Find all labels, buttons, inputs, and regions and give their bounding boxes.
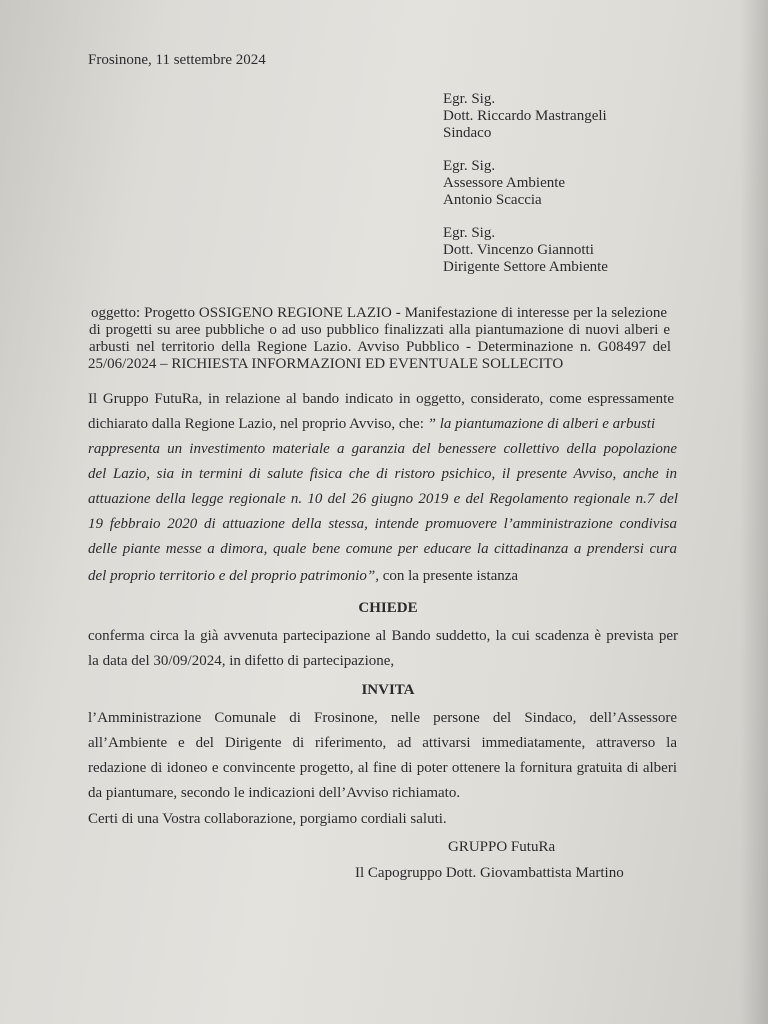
quote-line-1: rappresenta un investimento materiale a garanzia del benessere collettivo della popolazione (88, 441, 677, 457)
recipient-3-salutation: Egr. Sig. (443, 225, 496, 241)
date-line: Frosinone, 11 settembre 2024 (88, 52, 266, 68)
quote-line-6-plain: con la presente istanza (382, 568, 519, 584)
subject-line-1: oggetto: Progetto OSSIGENO REGIONE LAZIO - Manifestazione di interesse per la selezione (91, 305, 667, 321)
invita-line-3: redazione di idoneo e convincente progetto, al fine di poter ottenere la fornitura gratuita di alberi (88, 760, 677, 776)
invita-line-4: da piantumare, secondo le indicazioni dell’Avviso richiamato. (88, 785, 461, 801)
invita-line-2: all’Ambiente e del Dirigente di riferimento, ad attivarsi immediatamente, attraverso la (88, 735, 677, 751)
recipient-2-name: Assessore Ambiente (443, 175, 566, 191)
body-line-2-quote: ” la piantumazione di alberi e arbusti (427, 416, 656, 432)
page-edge-shadow (740, 0, 768, 1024)
quote-line-6 (88, 567, 518, 585)
subject-line-4: 25/06/2024 – RICHIESTA INFORMAZIONI ED EVENTUALE SOLLECITO (88, 356, 564, 372)
quote-line-2: del Lazio, sia in termini di salute fisica che di ristoro psichico, il presente Avviso, anche in (88, 466, 677, 482)
body-line-2 (88, 415, 655, 433)
signature-signer: Il Capogruppo Dott. Giovambattista Martino (355, 865, 624, 881)
invita-heading: INVITA (361, 682, 415, 698)
invita-line-1: l’Amministrazione Comunale di Frosinone, nelle persone del Sindaco, dell’Assessore (88, 710, 677, 726)
recipient-1-role: Sindaco (443, 125, 492, 141)
quote-line-6-italic: del proprio territorio e del proprio patrimonio”, (88, 568, 379, 584)
quote-line-4: 19 febbraio 2020 di attuazione della stessa, intende promuovere l’amministrazione condivisa (88, 516, 677, 532)
chiede-line-2: la data del 30/09/2024, in difetto di partecipazione, (88, 653, 395, 669)
chiede-heading: CHIEDE (358, 600, 418, 616)
subject-line-2: di progetti su aree pubbliche o ad uso pubblico finalizzati alla piantumazione di nuovi alberi e (89, 322, 670, 338)
body-line-2-plain: dichiarato dalla Regione Lazio, nel proprio Avviso, che: (88, 416, 424, 432)
recipient-2-role: Antonio Scaccia (443, 192, 542, 208)
quote-line-3: attuazione della legge regionale n. 10 del 26 giugno 2019 e del Regolamento regionale n.7 del (88, 491, 678, 507)
recipient-1-name: Dott. Riccardo Mastrangeli (443, 108, 607, 124)
recipient-3-role: Dirigente Settore Ambiente (443, 259, 608, 275)
subject-line-3: arbusti nel territorio della Regione Lazio. Avviso Pubblico - Determinazione n. G08497 del (89, 339, 671, 355)
chiede-line-1: conferma circa la già avvenuta partecipazione al Bando suddetto, la cui scadenza è prevista per (88, 628, 678, 644)
recipient-1-salutation: Egr. Sig. (443, 91, 496, 107)
recipient-3-name: Dott. Vincenzo Giannotti (443, 242, 594, 258)
body-line-1: Il Gruppo FutuRa, in relazione al bando indicato in oggetto, considerato, come espressamente (88, 391, 674, 407)
signature-group: GRUPPO FutuRa (448, 839, 556, 855)
recipient-2-salutation: Egr. Sig. (443, 158, 496, 174)
closing-line: Certi di una Vostra collaborazione, porgiamo cordiali saluti. (88, 811, 447, 827)
quote-line-5: delle piante messe a dimora, quale bene comune per educare la cittadinanza a prendersi cura (88, 541, 677, 557)
